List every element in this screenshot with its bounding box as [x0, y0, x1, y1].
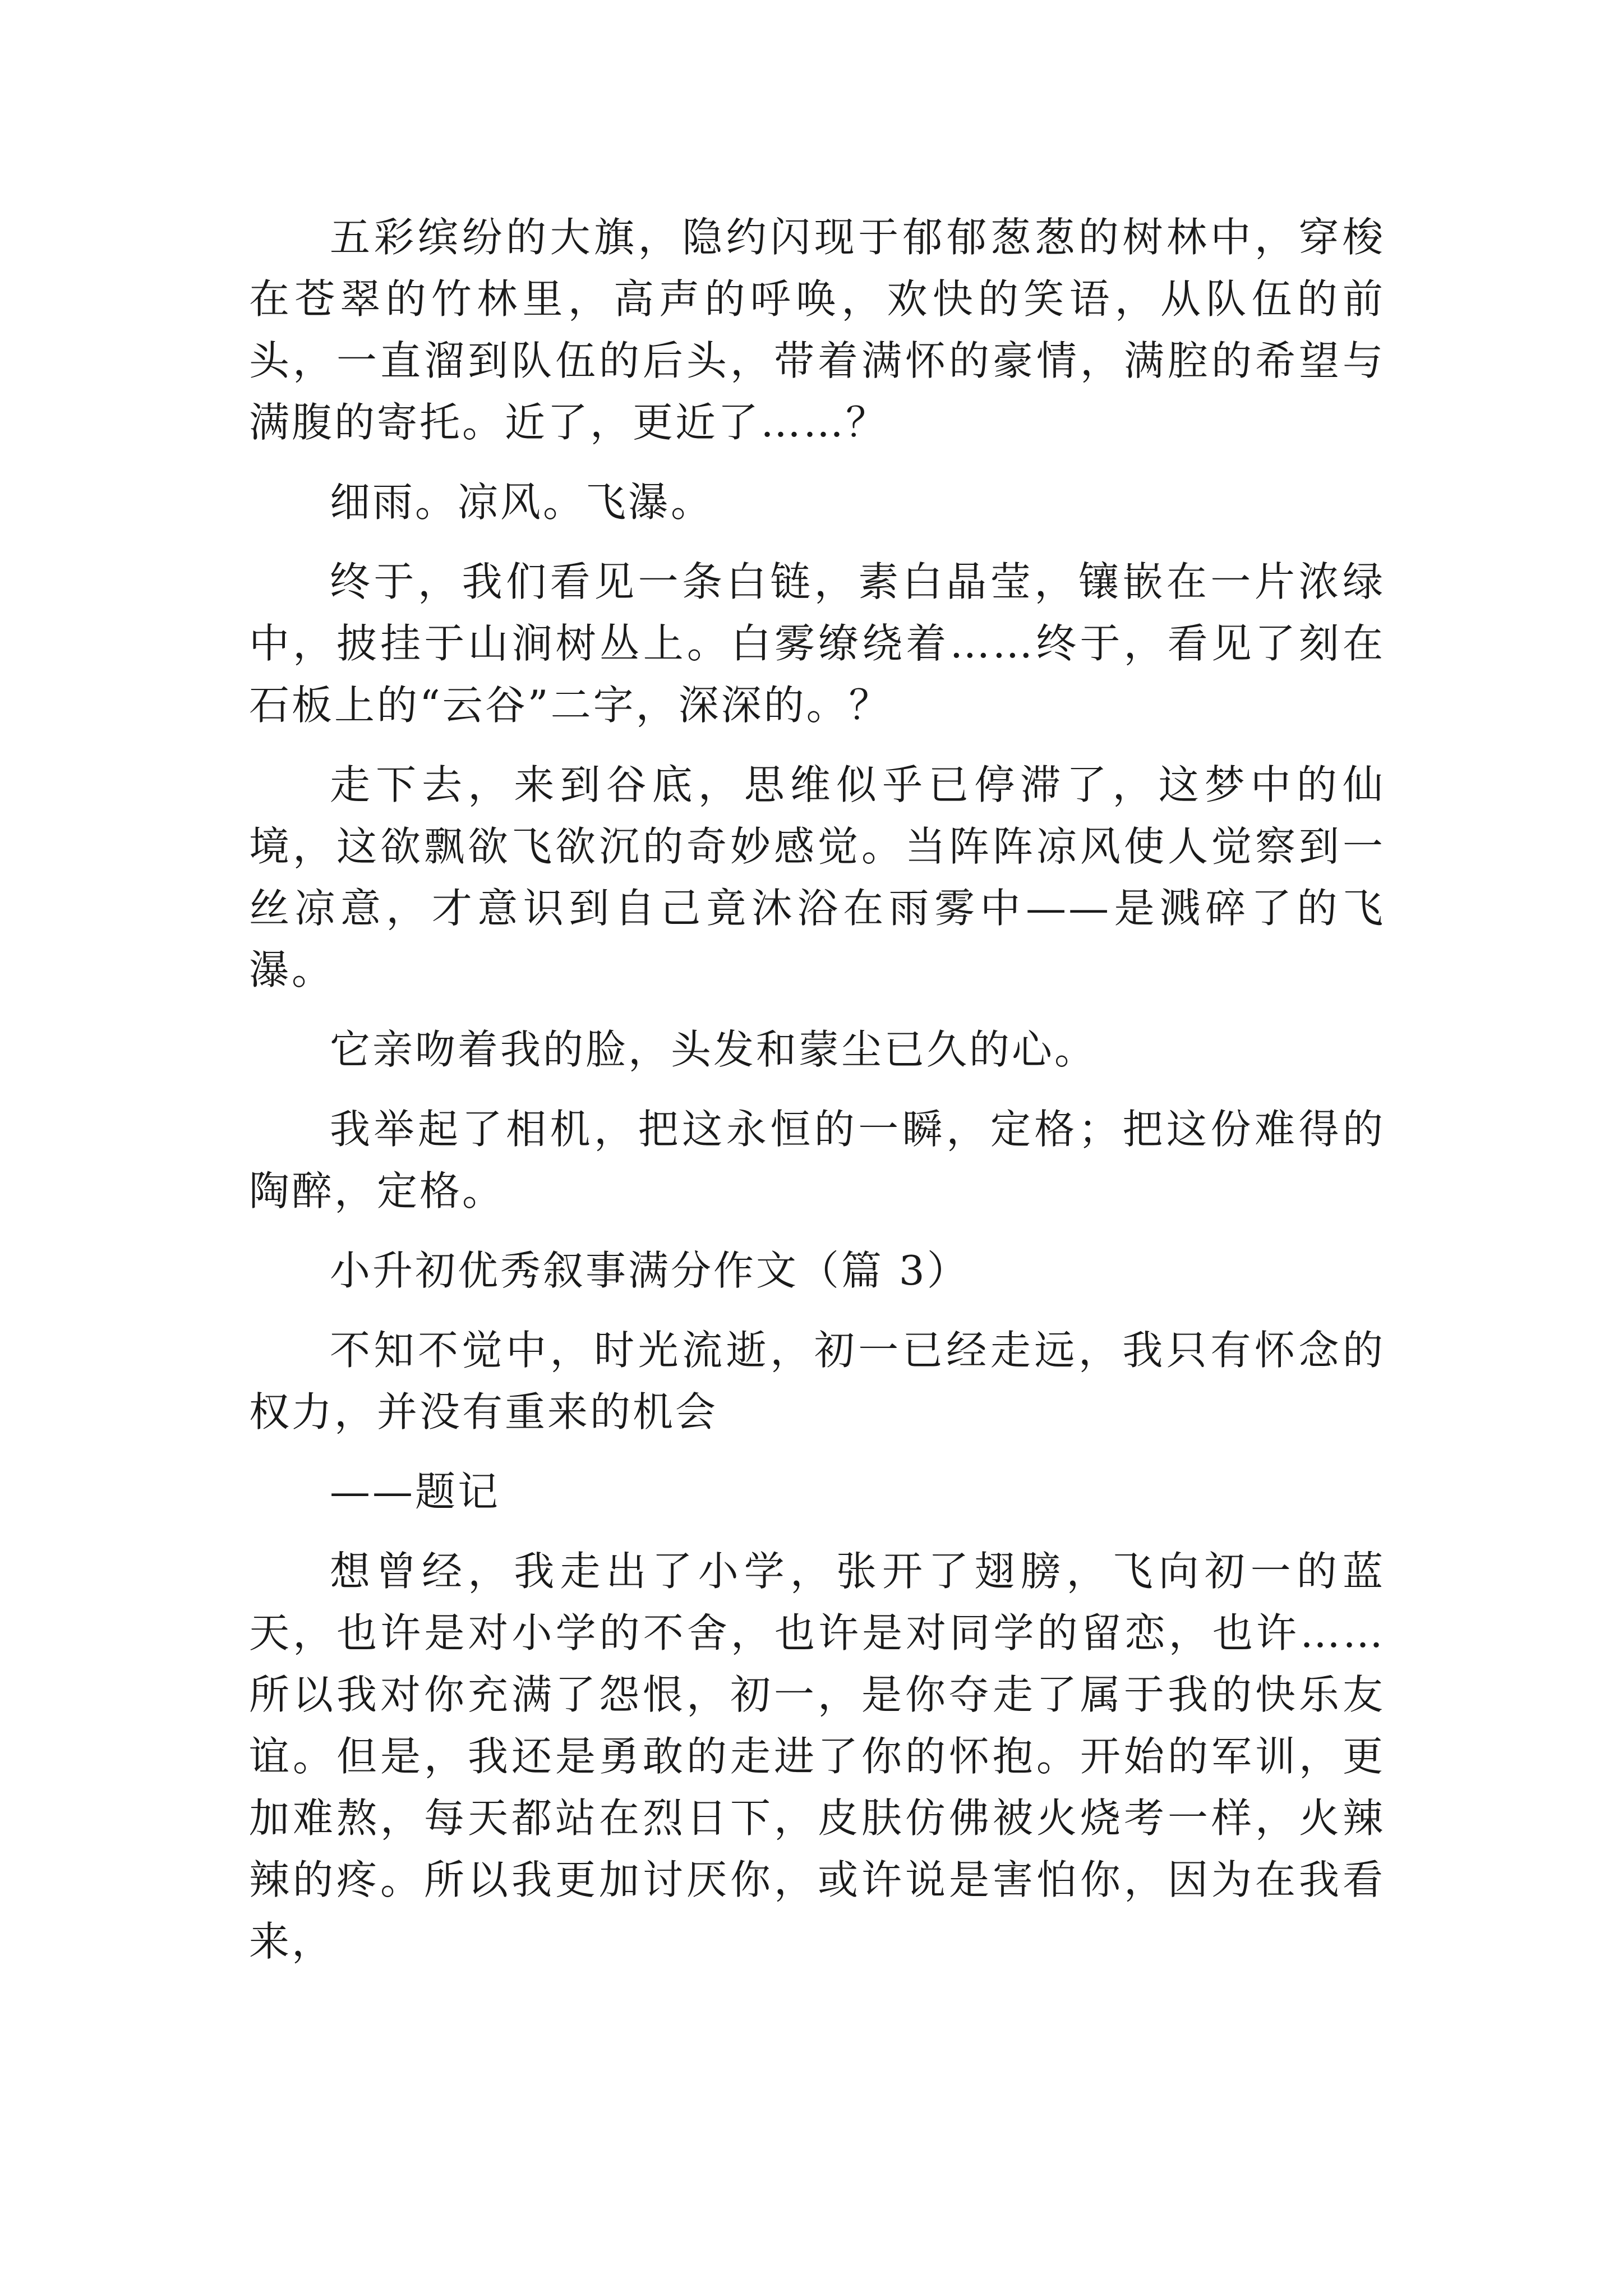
paragraph-white-chain: 终于，我们看见一条白链，素白晶莹，镶嵌在一片浓绿中，披挂于山涧树丛上。白雾缭绕着……终于，看见了刻在石板上的“云谷”二字，深深的。？ — [249, 558, 1385, 729]
paragraph-epigraph: 不知不觉中，时光流逝，初一已经走远，我只有怀念的权力，并没有重来的机会 — [249, 1327, 1385, 1435]
essay-title: 小升初优秀叙事满分作文（篇 3） — [330, 1247, 970, 1294]
paragraph-rain-wind-waterfall: 细雨。凉风。飞瀑。 — [330, 478, 714, 526]
paragraph-epigraph-attribution: ——题记 — [330, 1468, 501, 1515]
paragraph-camera: 我举起了相机，把这永恒的一瞬，定格；把这份难得的陶醉，定格。 — [249, 1106, 1385, 1214]
paragraph-valley-bottom: 走下去，来到谷底，思维似乎已停滞了，这梦中的仙境，这欲飘欲飞欲沉的奇妙感觉。当阵阵凉风使人觉察到一丝凉意，才意识到自己竟沐浴在雨雾中——是溅碎了的飞瀑。 — [249, 761, 1385, 993]
paragraph-recollection: 想曾经，我走出了小学，张开了翅膀，飞向初一的蓝天，也许是对小学的不舍，也许是对同学的留恋，也许……所以我对你充满了怨恨，初一，是你夺走了属于我的快乐友谊。但是，我还是勇敢的走进了你的怀抱。开始的军训，更加难熬，每天都站在烈日下，皮肤仿佛被火烧考一样，火辣辣的疼。所以我更加讨厌你，或许说是害怕你，因为在我看来， — [249, 1548, 1385, 1965]
paragraph-kiss-face: 它亲吻着我的脸，头发和蒙尘已久的心。 — [330, 1026, 1098, 1073]
paragraph-waterfall-approach: 五彩缤纷的大旗，隐约闪现于郁郁葱葱的树林中，穿梭在苍翠的竹林里，高声的呼唤，欢快的笑语，从队伍的前头，一直溜到队伍的后头，带着满怀的豪情，满腔的希望与满腹的寄托。近了，更近了……？ — [249, 214, 1385, 446]
document-body — [249, 206, 1385, 1990]
